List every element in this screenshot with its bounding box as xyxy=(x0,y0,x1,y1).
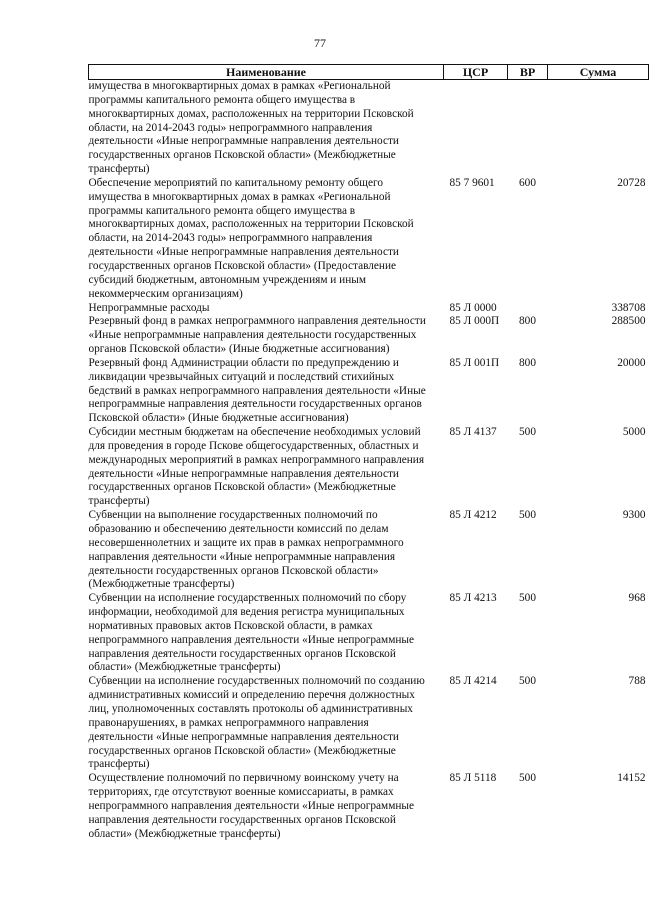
cell-vr: 500 xyxy=(519,426,536,439)
cell-vr: 500 xyxy=(519,509,536,522)
cell-sum: 20000 xyxy=(617,356,646,369)
cell-sum: 14152 xyxy=(617,772,646,785)
page-number: 77 xyxy=(314,36,326,50)
cell-name: Субвенции на исполнение государственных полномочий по созданию административных комиссий и определению перечня должностных лиц, уполномоченных составлять протоколы об административных правонарушениях, в рамках непрограммного направления деятельности «Иные непрограммные направления деятельности государственных органов Псковской области» (Межбюджетные трансферты) xyxy=(88,675,425,771)
table-row xyxy=(89,772,649,841)
cell-sum: 288500 xyxy=(611,315,646,328)
column-header-vr: ВР xyxy=(508,65,548,80)
column-header-name: Наименование xyxy=(89,65,444,80)
cell-sum: 5000 xyxy=(622,426,646,439)
cell-csr: 85 Л 4212 xyxy=(449,509,497,522)
cell-sum: 788 xyxy=(628,675,646,688)
cell-vr: 500 xyxy=(519,772,536,785)
column-header-sum: Сумма xyxy=(548,65,649,80)
cell-sum: 968 xyxy=(628,592,646,605)
cell-sum: 338708 xyxy=(611,301,646,314)
cell-csr xyxy=(444,80,508,177)
cell-csr: 85 Л 001П xyxy=(449,356,500,369)
table-header-row xyxy=(89,65,649,80)
table-row xyxy=(89,177,649,302)
cell-csr: 85 Л 4137 xyxy=(449,426,497,439)
cell-csr: 85 Л 0000 xyxy=(449,301,497,314)
cell-sum: 20728 xyxy=(617,176,646,189)
cell-sum xyxy=(548,80,649,177)
cell-vr: 500 xyxy=(519,592,536,605)
cell-name: Обеспечение мероприятий по капитальному ремонту общего имущества в многоквартирных домах в рамках «Региональной программы капитального ремонта общего имущества в многоквартирных домах, расположенных на территории Псковской области, на 2014-2043 годы» непрограммного направления деятельности «Иные непрограммные направления деятельности государственных органов Псковской области» (Предоставление субсидий бюджетным, автономным учреждениям и иным некоммерческим организациям) xyxy=(88,176,414,300)
table-row xyxy=(89,302,649,316)
cell-vr xyxy=(508,80,548,177)
table-row xyxy=(89,357,649,426)
table-row xyxy=(89,315,649,357)
cell-name: Резервный фонд Администрации области по предупреждению и ликвидации чрезвычайных ситуаций и последствий стихийных бедствий в рамках непрограммного направления деятельности «Иные непрограммные направления деятельности государственных органов Псковской области» (Иные бюджетные ассигнования) xyxy=(88,356,426,425)
cell-vr: 600 xyxy=(519,176,536,189)
cell-name: Субвенции на исполнение государственных полномочий по сбору информации, необходимой для ведения регистра муниципальных нормативных правовых актов Псковской области, в рамках непрограммного направления деятельности «Иные непрограммные направления деятельности государственных органов Псковской области» (Межбюджетные трансферты) xyxy=(88,592,415,674)
table-row xyxy=(89,426,649,509)
cell-csr: 85 Л 000П xyxy=(449,315,500,328)
cell-name: Осуществление полномочий по первичному воинскому учету на территориях, где отсутствуют военные комиссариаты, в рамках непрограммного направления деятельности «Иные непрограммные направления деятельности государственных органов Псковской области» (Межбюджетные трансферты) xyxy=(88,772,415,840)
cell-vr: 500 xyxy=(519,675,536,688)
cell-sum: 9300 xyxy=(622,509,646,522)
table-row xyxy=(89,592,649,675)
table-row xyxy=(89,509,649,592)
cell-name: Субвенции на выполнение государственных полномочий по образованию и обеспечению деятельности комиссий по делам несовершеннолетних и защите их прав в рамках непрограммного направления деятельности «Иные непрограммные направления деятельности государственных органов Псковской области» (Межбюджетные трансферты) xyxy=(88,509,404,591)
table-row xyxy=(89,80,649,177)
cell-name: Непрограммные расходы xyxy=(88,301,210,314)
column-header-csr: ЦСР xyxy=(444,65,508,80)
cell-vr: 800 xyxy=(519,315,536,328)
cell-name: имущества в многоквартирных домах в рамках «Региональной программы капитального ремонта общего имущества в многоквартирных домах, расположенных на территории Псковской области, на 2014-2043 годы» непрограммного направления деятельности «Иные непрограммные направления деятельности государственных органов Псковской области» (Межбюджетные трансферты) xyxy=(88,80,414,176)
cell-vr xyxy=(508,302,548,316)
cell-csr: 85 Л 4213 xyxy=(449,592,497,605)
cell-csr: 85 Л 4214 xyxy=(449,675,497,688)
budget-table xyxy=(88,64,649,841)
cell-csr: 85 Л 5118 xyxy=(449,772,497,785)
cell-vr: 800 xyxy=(519,356,536,369)
cell-csr: 85 7 9601 xyxy=(449,176,495,189)
cell-name: Субсидии местным бюджетам на обеспечение необходимых условий для проведения в городе Пскове общегосударственных, областных и международных мероприятий в рамках непрограммного направления деятельности «Иные непрограммные направления деятельности государственных органов Псковской области» (Межбюджетные трансферты) xyxy=(88,426,425,508)
table-row xyxy=(89,675,649,772)
cell-name: Резервный фонд в рамках непрограммного направления деятельности «Иные непрограммные направления деятельности государственных органов Псковской области» (Иные бюджетные ассигнования) xyxy=(88,315,426,356)
